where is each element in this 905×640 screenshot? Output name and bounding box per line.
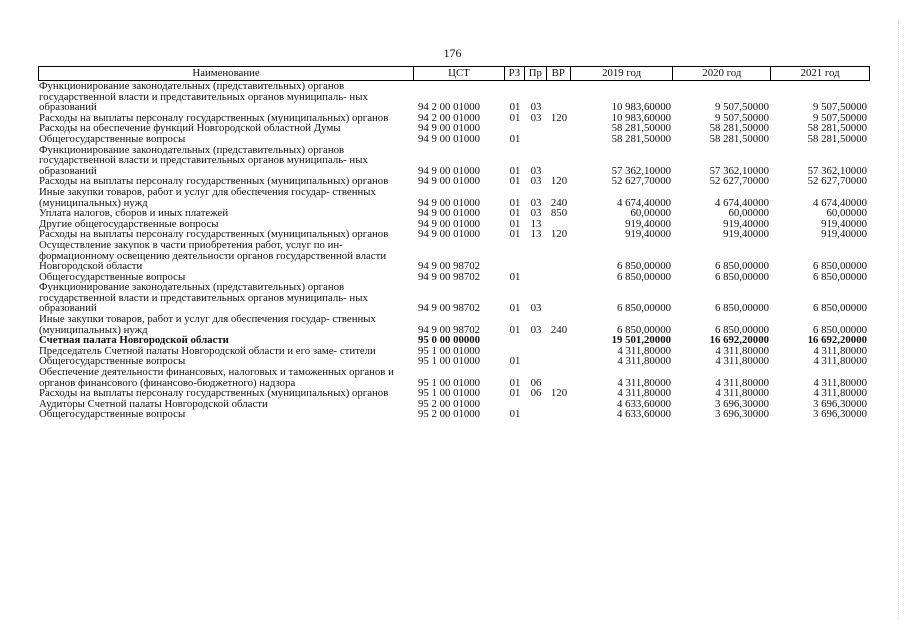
row-2021: 919,40000 — [821, 217, 867, 230]
row-cst: 95 1 00 01000 — [418, 355, 481, 368]
row-name: Иные закупки товаров, работ и услуг для обеспечения государ- ственных (муниципальных) нужд — [39, 185, 376, 209]
row-2021: 919,40000 — [821, 228, 867, 241]
page-number: 176 — [443, 46, 462, 60]
row-2020: 4 311,80000 — [715, 355, 769, 368]
table-row — [38, 145, 870, 177]
table-row — [38, 314, 870, 335]
row-2020: 3 696,30000 — [715, 408, 769, 421]
row-2021: 16 692,20000 — [807, 334, 867, 347]
table-row — [38, 187, 870, 208]
row-2019: 4 674,40000 — [617, 196, 671, 209]
row-2020: 6 850,00000 — [715, 323, 769, 336]
row-2019: 10 983,60000 — [611, 101, 671, 114]
row-2020: 6 850,00000 — [715, 302, 769, 315]
row-2020: 60,00000 — [728, 207, 769, 220]
table-header — [38, 66, 870, 81]
row-pr: 03 — [530, 164, 542, 177]
row-name: Общегосударственные вопросы — [39, 270, 186, 283]
row-name: Функционирование законодательных (представительных) органов государственной власти и представительных органов муниципаль- ных образований — [39, 80, 368, 114]
row-name: Уплата налогов, сборов и иных платежей — [39, 207, 229, 220]
row-rz: 01 — [509, 408, 521, 421]
row-name: Расходы на выплаты персоналу государственных (муниципальных) органов — [39, 228, 389, 241]
row-2021: 6 850,00000 — [813, 260, 867, 273]
row-name: Председатель Счетной палаты Новгородской области и его заме- стители — [39, 344, 376, 357]
row-cst: 94 9 00 98702 — [418, 302, 481, 315]
row-rz: 01 — [509, 270, 521, 283]
row-rz: 01 — [509, 355, 521, 368]
row-2019: 60,00000 — [630, 207, 671, 220]
row-2020: 57 362,10000 — [709, 164, 769, 177]
row-rz: 01 — [509, 175, 521, 188]
row-2019: 919,40000 — [625, 217, 671, 230]
row-pr: 03 — [530, 323, 542, 336]
row-name: Осуществление закупок в части приобретения работ, услуг по ин- формационному освещению деятельности органов государственной власти Новгородской области — [39, 238, 387, 273]
row-vr: 120 — [550, 175, 568, 188]
table-body — [38, 81, 870, 420]
row-2021: 4 311,80000 — [813, 355, 867, 368]
header-rz: РЗ — [505, 67, 525, 80]
row-2019: 4 633,60000 — [617, 408, 671, 421]
header-2019: 2019 год — [571, 67, 674, 80]
row-rz: 01 — [509, 111, 521, 124]
row-name: Расходы на обеспечение функций Новгородской областной Думы — [39, 122, 341, 135]
row-2021: 4 311,80000 — [813, 387, 867, 400]
row-2019: 19 501,20000 — [611, 334, 671, 347]
row-cst: 94 9 00 01000 — [418, 132, 481, 145]
budget-table — [38, 66, 870, 420]
scan-margin-marks — [894, 20, 899, 620]
row-cst: 95 1 00 01000 — [418, 376, 481, 389]
row-rz: 01 — [509, 207, 521, 220]
row-cst: 95 1 00 01000 — [418, 387, 481, 400]
row-2020: 919,40000 — [723, 217, 769, 230]
row-2019: 4 311,80000 — [617, 344, 671, 357]
table-row — [38, 282, 870, 314]
header-2020: 2020 год — [673, 67, 771, 80]
header-vr: ВР — [547, 67, 571, 80]
row-2019: 6 850,00000 — [617, 260, 671, 273]
row-pr: 03 — [530, 175, 542, 188]
row-2019: 10 983,60000 — [611, 111, 671, 124]
row-2021: 3 696,30000 — [813, 397, 867, 410]
row-name: Функционирование законодательных (представительных) органов государственной власти и представительных органов муниципаль- ных образований — [39, 281, 368, 315]
row-cst: 95 2 00 01000 — [418, 408, 481, 421]
row-2021: 58 281,50000 — [807, 132, 867, 145]
row-name: Обеспечение деятельности финансовых, налоговых и таможенных органов и органов финансового (финансово-бюджетного) надзора — [39, 366, 394, 389]
row-2019: 58 281,50000 — [611, 132, 671, 145]
row-cst: 94 9 00 01000 — [418, 207, 481, 220]
row-2021: 52 627,70000 — [807, 175, 867, 188]
table-row — [38, 134, 870, 145]
row-2020: 52 627,70000 — [709, 175, 769, 188]
row-rz: 01 — [509, 302, 521, 315]
row-2020: 16 692,20000 — [709, 334, 769, 347]
row-2019: 57 362,10000 — [611, 164, 671, 177]
row-2019: 6 850,00000 — [617, 323, 671, 336]
row-cst: 95 1 00 01000 — [418, 344, 481, 357]
row-name: Расходы на выплаты персоналу государственных (муниципальных) органов — [39, 111, 389, 124]
row-vr: 120 — [550, 111, 568, 124]
row-name: Общегосударственные вопросы — [39, 132, 186, 145]
row-2021: 57 362,10000 — [807, 164, 867, 177]
row-2020: 4 311,80000 — [715, 344, 769, 357]
row-2019: 58 281,50000 — [611, 122, 671, 135]
row-2020: 4 311,80000 — [715, 387, 769, 400]
row-cst: 95 2 00 01000 — [418, 397, 481, 410]
row-2019: 4 311,80000 — [617, 355, 671, 368]
row-vr: 240 — [550, 323, 568, 336]
row-pr: 03 — [530, 207, 542, 220]
row-pr: 03 — [530, 302, 542, 315]
row-2019: 919,40000 — [625, 228, 671, 241]
row-cst: 94 9 00 01000 — [418, 228, 481, 241]
row-2020: 6 850,00000 — [715, 270, 769, 283]
row-name: Общегосударственные вопросы — [39, 355, 186, 368]
row-2021: 6 850,00000 — [813, 323, 867, 336]
row-rz: 01 — [509, 387, 521, 400]
row-pr: 03 — [530, 101, 542, 114]
row-pr: 03 — [530, 111, 542, 124]
row-cst: 94 9 00 01000 — [418, 122, 481, 135]
row-rz: 01 — [509, 101, 521, 114]
row-cst: 95 0 00 00000 — [418, 334, 481, 347]
header-cst: ЦСТ — [414, 67, 505, 80]
row-2019: 6 850,00000 — [617, 270, 671, 283]
row-2021: 6 850,00000 — [813, 302, 867, 315]
row-2021: 58 281,50000 — [807, 122, 867, 135]
row-vr: 850 — [550, 207, 568, 220]
row-cst: 94 9 00 01000 — [418, 217, 481, 230]
row-pr: 13 — [530, 217, 542, 230]
row-rz: 01 — [509, 376, 521, 389]
header-name: Наименование — [39, 67, 414, 80]
row-2021: 4 674,40000 — [813, 196, 867, 209]
row-vr: 120 — [550, 387, 568, 400]
row-cst: 94 2 00 01000 — [418, 111, 481, 124]
row-name: Расходы на выплаты персоналу государственных (муниципальных) органов — [39, 175, 389, 188]
table-row — [38, 409, 870, 420]
row-name: Иные закупки товаров, работ и услуг для обеспечения государ- ственных (муниципальных) нужд — [39, 313, 376, 336]
row-2021: 3 696,30000 — [813, 408, 867, 421]
row-2021: 4 311,80000 — [813, 376, 867, 389]
row-rz: 01 — [509, 196, 521, 209]
row-2021: 60,00000 — [826, 207, 867, 220]
row-name: Счетная палата Новгородской области — [39, 334, 229, 347]
row-rz: 01 — [509, 228, 521, 241]
table-row — [38, 240, 870, 272]
row-2020: 9 507,50000 — [715, 111, 769, 124]
row-pr: 06 — [530, 376, 542, 389]
row-rz: 01 — [509, 164, 521, 177]
row-vr: 240 — [550, 196, 568, 209]
row-name: Расходы на выплаты персоналу государственных (муниципальных) органов — [39, 387, 389, 400]
row-vr: 120 — [550, 228, 568, 241]
row-pr: 03 — [530, 196, 542, 209]
row-2021: 9 507,50000 — [813, 101, 867, 114]
table-row — [38, 367, 870, 388]
row-2020: 58 281,50000 — [709, 132, 769, 145]
row-cst: 94 2 00 01000 — [418, 101, 481, 114]
header-2021: 2021 год — [800, 67, 840, 79]
row-name: Другие общегосударственные вопросы — [39, 217, 219, 230]
row-2020: 4 674,40000 — [715, 196, 769, 209]
row-cst: 94 9 00 01000 — [418, 196, 481, 209]
row-2021: 4 311,80000 — [813, 344, 867, 357]
row-pr: 13 — [530, 228, 542, 241]
row-2021: 9 507,50000 — [813, 111, 867, 124]
row-2021: 6 850,00000 — [813, 270, 867, 283]
row-cst: 94 9 00 01000 — [418, 175, 481, 188]
row-2020: 919,40000 — [723, 228, 769, 241]
row-name: Функционирование законодательных (представительных) органов государственной власти и представительных органов муниципаль- ных образований — [39, 143, 368, 177]
row-2019: 4 311,80000 — [617, 376, 671, 389]
row-2020: 4 311,80000 — [715, 376, 769, 389]
header-pr: Пр — [525, 67, 547, 80]
row-cst: 94 9 00 98702 — [418, 323, 481, 336]
row-2019: 4 633,60000 — [617, 397, 671, 410]
row-2020: 6 850,00000 — [715, 260, 769, 273]
row-pr: 06 — [530, 387, 542, 400]
row-rz: 01 — [509, 132, 521, 145]
table-row — [38, 81, 870, 113]
row-name: Общегосударственные вопросы — [39, 408, 186, 421]
row-cst: 94 9 00 01000 — [418, 164, 481, 177]
row-cst: 94 9 00 98702 — [418, 260, 481, 273]
row-2019: 6 850,00000 — [617, 302, 671, 315]
row-2019: 4 311,80000 — [617, 387, 671, 400]
row-2020: 3 696,30000 — [715, 397, 769, 410]
row-name: Аудиторы Счетной палаты Новгородской области — [39, 397, 268, 410]
row-2020: 9 507,50000 — [715, 101, 769, 114]
row-2020: 58 281,50000 — [709, 122, 769, 135]
row-cst: 94 9 00 98702 — [418, 270, 481, 283]
row-rz: 01 — [509, 323, 521, 336]
row-2019: 52 627,70000 — [611, 175, 671, 188]
row-rz: 01 — [509, 217, 521, 230]
